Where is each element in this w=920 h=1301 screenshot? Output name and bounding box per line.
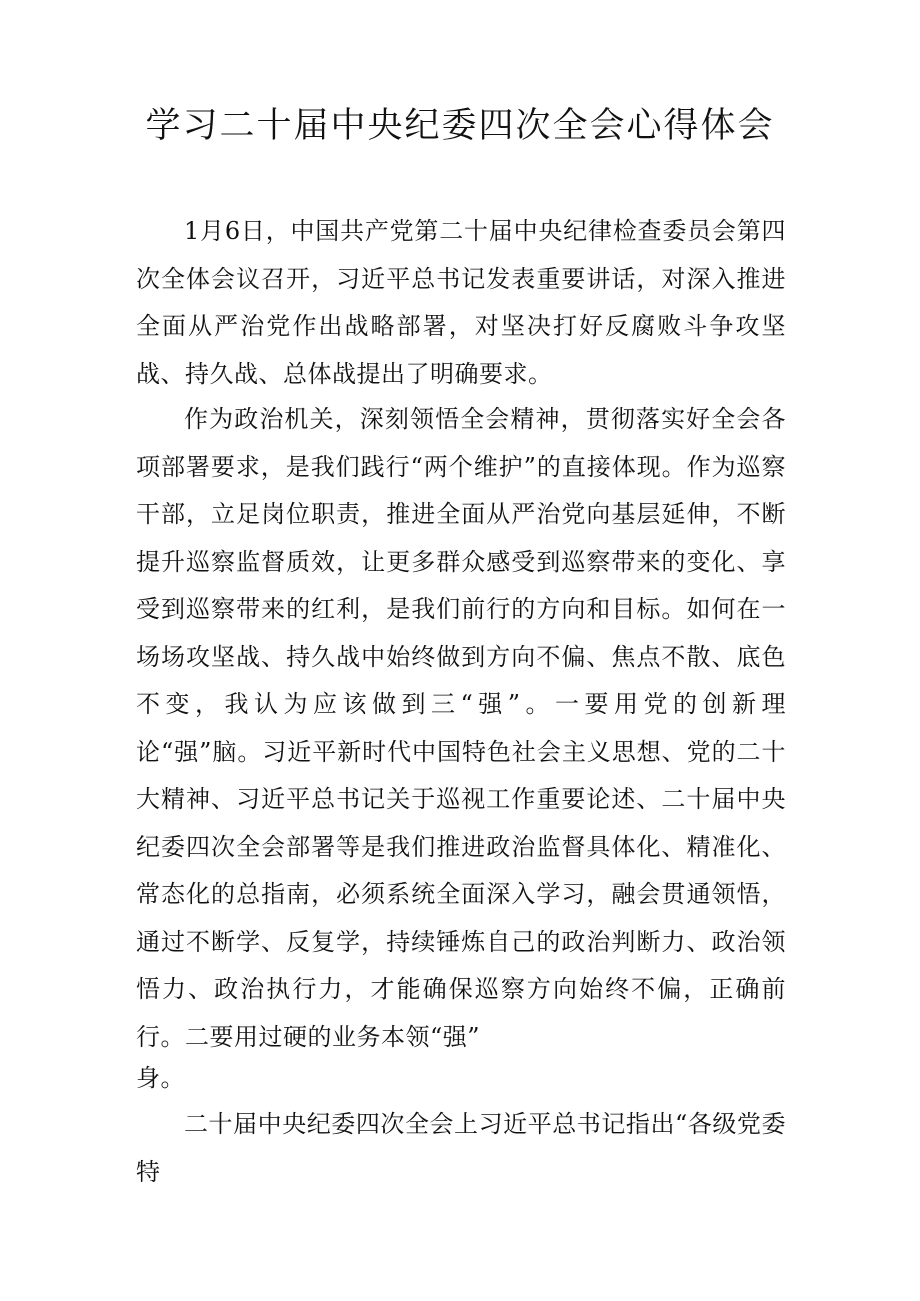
paragraph-3: 身。	[136, 1064, 185, 1092]
document-title: 学习二十届中央纪委四次全会心得体会	[145, 106, 775, 146]
paragraph-1: 1月6日，中国共产党第二十届中央纪律检查委员会第四次全体会议召开，习近平总书记发表重要讲话，对深入推进全面从严治党作出战略部署，对坚决打好反腐败斗争攻坚战、持久战、总体战提出了明确要求。	[136, 217, 786, 388]
paragraph-4: 二十届中央纪委四次全会上习近平总书记指出“各级党委特	[136, 1110, 786, 1186]
paragraph-2: 作为政治机关，深刻领悟全会精神，贯彻落实好全会各项部署要求，是我们践行“两个维护”的直接体现。作为巡察干部，立足岗位职责，推进全面从严治党向基层延伸，不断提升巡察监督质效，让更多群众感受到巡察带来的变化、享受到巡察带来的红利，是我们前行的方向和目标。如何在一场场攻坚战、持久战中始终做到方向不偏、焦点不散、底色不变，我认为应该做到三“强”。一要用党的创新理论“强”脑。习近平新时代中国特色社会主义思想、党的二十大精神、习近平总书记关于巡视工作重要论述、二十届中央纪委四次全会部署等是我们推进政治监督具体化、精准化、常态化的总指南，必须系统全面深入学习，融会贯通领悟，通过不断学、反复学，持续锤炼自己的政治判断力、政治领悟力、政治执行力，才能确保巡察方向始终不偏，正确前行。二要用过硬的业务本领“强”	[136, 405, 786, 1051]
